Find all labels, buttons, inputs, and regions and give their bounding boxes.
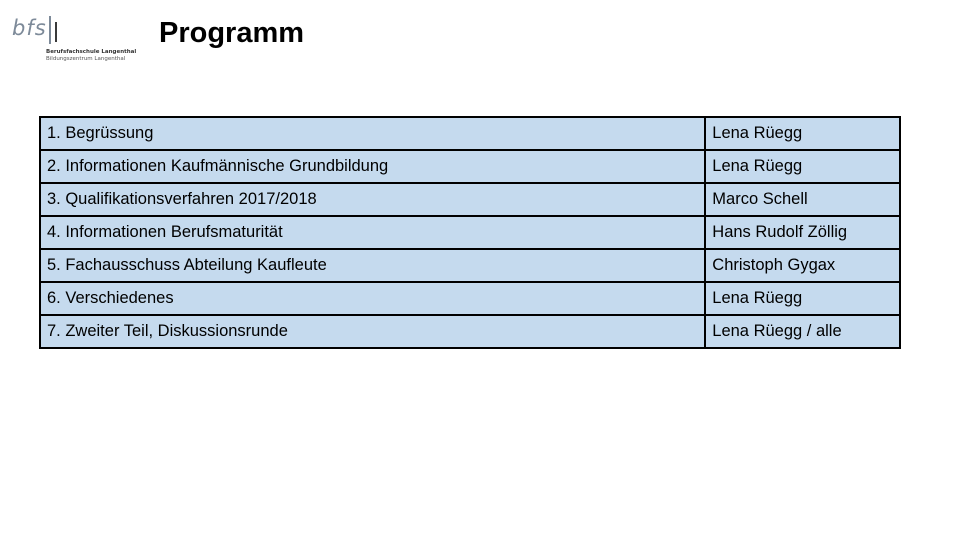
table-row	[40, 249, 900, 282]
table-row	[40, 150, 900, 183]
table-row	[40, 315, 900, 348]
agenda-topic: 1. Begrüssung	[40, 117, 705, 150]
agenda-speaker: Marco Schell	[705, 183, 900, 216]
agenda-topic: 7. Zweiter Teil, Diskussionsrunde	[40, 315, 705, 348]
agenda-speaker: Lena Rüegg	[705, 117, 900, 150]
agenda-topic: 6. Verschiedenes	[40, 282, 705, 315]
agenda-topic: 4. Informationen Berufsmaturität	[40, 216, 705, 249]
logo-subtitle-2: Bildungszentrum Langenthal	[46, 56, 126, 62]
agenda-topic: 2. Informationen Kaufmännische Grundbildung	[40, 150, 705, 183]
agenda-speaker: Christoph Gygax	[705, 249, 900, 282]
agenda-speaker: Lena Rüegg	[705, 150, 900, 183]
table-row	[40, 117, 900, 150]
table-row	[40, 282, 900, 315]
logo-divider-accent	[55, 22, 57, 42]
agenda-speaker: Lena Rüegg / alle	[705, 315, 900, 348]
table-row	[40, 216, 900, 249]
school-logo	[12, 14, 137, 66]
agenda-topic: 5. Fachausschuss Abteilung Kaufleute	[40, 249, 705, 282]
logo-divider	[49, 16, 51, 44]
logo-subtitle-1: Berufsfachschule Langenthal	[46, 49, 137, 55]
agenda-topic: 3. Qualifikationsverfahren 2017/2018	[40, 183, 705, 216]
agenda-speaker: Hans Rudolf Zöllig	[705, 216, 900, 249]
agenda-table	[39, 116, 901, 349]
page-title: Programm	[159, 17, 305, 49]
agenda-speaker: Lena Rüegg	[705, 282, 900, 315]
table-row	[40, 183, 900, 216]
logo-wordmark: bfs	[12, 16, 47, 40]
